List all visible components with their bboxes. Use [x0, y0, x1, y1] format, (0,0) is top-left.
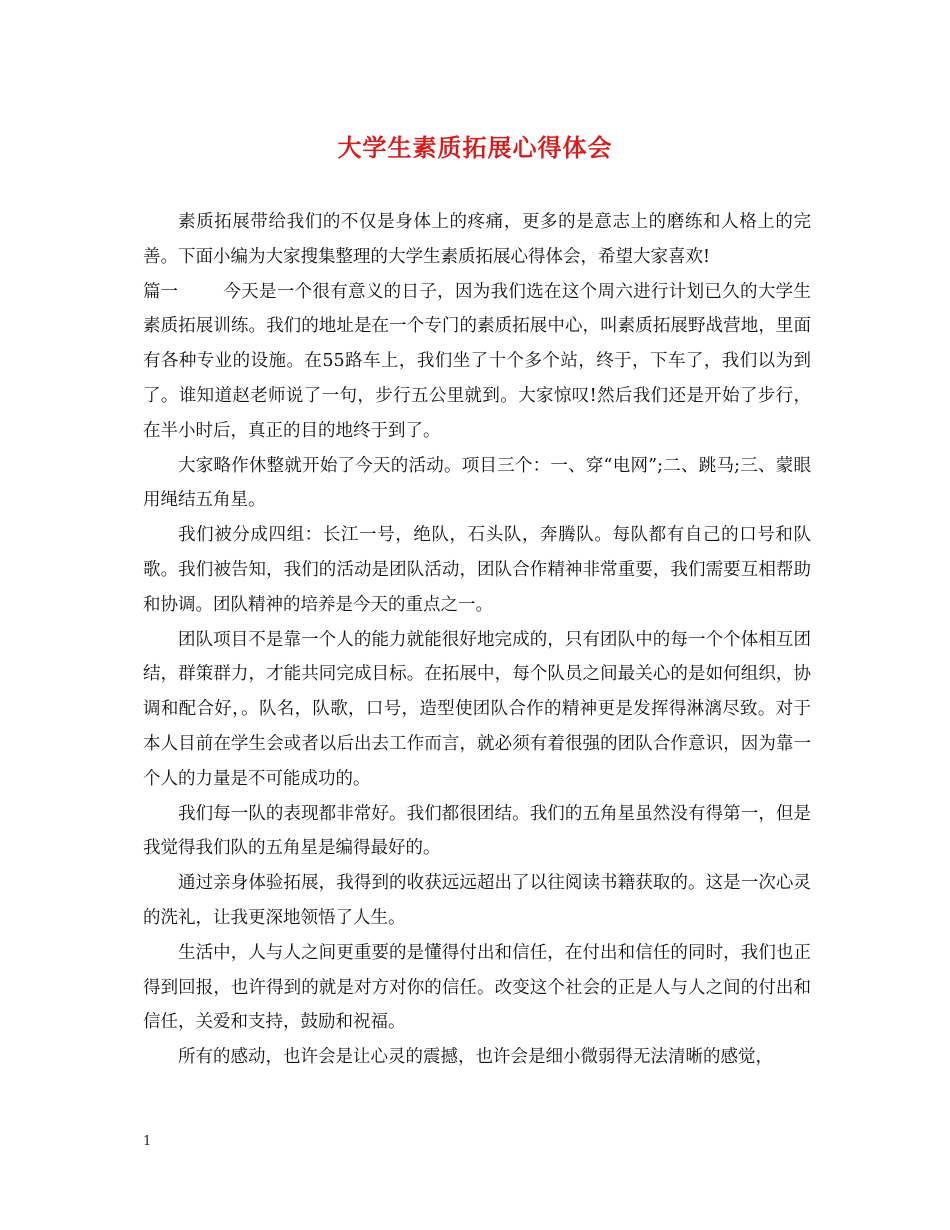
body-paragraph: 所有的感动，也许会是让心灵的震撼，也许会是细小微弱得无法清晰的感觉，	[178, 1047, 773, 1068]
body-paragraph: 团队项目不是靠一个人的能力就能很好地完成的，只有团队中的每一个个体相互团结，群策群力，才能共同完成目标。在拓展中，每个队员之间最关心的是如何组织，协调和配合好，。队名，队歌，口号，造型使团队合作的精神更是发挥得淋漓尽致。对于本人目前在学生会或者以后出去工作而言，就必须有着很强的团队合作意识，因为靠一个人的力量是不可能成功的。	[143, 629, 811, 789]
section-one-paragraph	[143, 275, 811, 449]
document-body	[143, 205, 811, 1075]
page-number: 1	[143, 1134, 152, 1149]
section-one-text: 今天是一个很有意义的日子，因为我们选在这个周六进行计划已久的大学生素质拓展训练。我们的地址是在一个专门的素质拓展中心，叫素质拓展野战营地，里面有各种专业的设施。在55路车上，我们坐了十个多个站，终于，下车了，我们以为到了。谁知道赵老师说了一句，步行五公里就到。大家惊叹!然后我们还是开始了步行，在半小时后，真正的目的地终于到了。	[143, 281, 811, 441]
body-paragraph: 通过亲身体验拓展，我得到的收获远远超出了以往阅读书籍获取的。这是一次心灵的洗礼，让我更深地领悟了人生。	[143, 873, 811, 928]
body-paragraph: 我们每一队的表现都非常好。我们都很团结。我们的五角星虽然没有得第一，但是我觉得我们队的五角星是编得最好的。	[143, 803, 811, 859]
body-paragraph: 生活中，人与人之间更重要的是懂得付出和信任，在付出和信任的同时，我们也正得到回报，也许得到的就是对方对你的信任。改变这个社会的正是人与人之间的付出和信任，关爱和支持，鼓励和祝福。	[143, 942, 811, 1033]
intro-paragraph: 素质拓展带给我们的不仅是身体上的疼痛，更多的是意志上的磨练和人格上的完善。下面小编为大家搜集整理的大学生素质拓展心得体会，希望大家喜欢!	[143, 212, 811, 267]
body-paragraph: 大家略作休整就开始了今天的活动。项目三个：一、穿“电网”;二、跳马;三、蒙眼用绳结五角星。	[143, 455, 811, 511]
body-paragraph: 我们被分成四组：长江一号，绝队，石头队，奔腾队。每队都有自己的口号和队歌。我们被告知，我们的活动是团队活动，团队合作精神非常重要，我们需要互相帮助和协调。团队精神的培养是今天的重点之一。	[143, 525, 811, 615]
document-title: 大学生素质拓展心得体会	[337, 133, 613, 162]
section-label: 篇一	[143, 281, 178, 302]
